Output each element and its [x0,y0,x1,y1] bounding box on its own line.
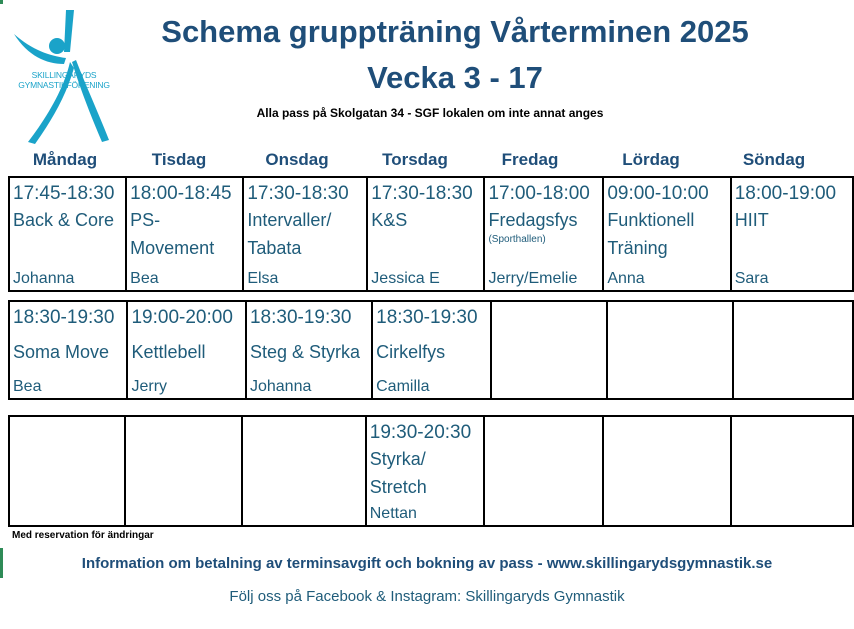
session-name: Funktionell Träning [607,210,695,258]
session-name: Back & Core [13,210,115,230]
session-instructor: Johanna [13,270,75,287]
session-cell-thursday [366,416,485,526]
session-name: Intervaller/ Tabata [247,210,332,258]
day-header-thursday: Torsdag [382,150,448,169]
session-time: 17:00-18:00 [488,183,590,204]
session-instructor: Jerry/Emelie [488,270,578,287]
session-instructor: Jessica E [371,270,440,287]
session-time: 18:00-19:00 [734,183,837,204]
session-name: Styrka/ Stretch [369,449,427,497]
day-header-friday: Fredag [501,150,559,169]
session-instructor: Elsa [247,270,279,287]
weekday-header [8,150,834,170]
session-cell-tuesday [127,301,245,399]
session-time: 17:30-18:30 [247,183,349,204]
edge-mark-top [0,0,3,4]
session-cell-wednesday [246,301,372,399]
session-name: Steg & Styrka [249,342,361,362]
session-name: HIIT [734,210,769,230]
session-cell-sunday [731,177,853,291]
social-info: Följ oss på Facebook & Instagram: Skillingaryds Gymnastik [229,588,625,605]
session-name: PS-Movement [130,210,215,258]
session-time: 18:30-19:30 [13,307,115,328]
session-time: 18:30-19:30 [376,307,478,328]
schedule-block-3 [8,415,854,527]
session-cell-monday [9,177,126,291]
session-instructor: Bea [13,378,42,395]
session-time: 18:30-19:30 [249,307,352,328]
day-header-monday: Måndag [32,150,98,169]
session-instructor: Sara [734,270,769,287]
logo-text-line2: GYMNASTIKFÖRENING [18,80,110,90]
session-cell-tuesday [125,416,241,526]
session-name: Kettlebell [131,342,206,362]
reservation-note: Med reservation för ändringar [12,530,154,541]
session-cell-thursday [367,177,484,291]
session-cell-friday [484,416,602,526]
schedule-block-2 [8,300,854,400]
session-instructor: Anna [607,270,645,287]
session-instructor: Johanna [249,378,312,395]
session-name: K&S [371,210,408,230]
session-instructor: Camilla [376,378,430,395]
day-header-tuesday: Tisdag [151,150,207,169]
session-time: 17:30-18:30 [371,183,473,204]
session-name: Soma Move [13,342,110,362]
session-cell-thursday [372,301,490,399]
session-time: 17:45-18:30 [13,183,115,204]
session-instructor: Bea [130,270,159,287]
session-cell-sunday [733,301,853,399]
schedule-block-1 [8,176,854,292]
session-name: Fredagsfys [488,210,578,230]
session-cell-saturday [603,416,731,526]
session-instructor: Nettan [369,505,417,522]
session-cell-wednesday [242,416,366,526]
session-location-note: (Sporthallen) [488,234,546,245]
session-time: 19:30-20:30 [369,422,472,443]
session-cell-monday [9,301,127,399]
club-logo [8,6,120,146]
session-cell-sunday [731,416,853,526]
page-title: Schema gruppträning Vårterminen 2025 [161,14,749,49]
session-time: 19:00-20:00 [131,307,233,328]
session-cell-friday [484,177,603,291]
session-cell-wednesday [243,177,367,291]
session-cell-tuesday [126,177,243,291]
logo-text-line1: SKILLINGARYDS [31,70,97,80]
location-note: Alla pass på Skolgatan 34 - SGF lokalen om inte annat anges [256,106,604,120]
week-range: Vecka 3 - 17 [367,60,543,95]
session-cell-saturday [603,177,730,291]
session-time: 18:00-18:45 [130,183,232,204]
session-cell-friday [491,301,607,399]
session-time: 09:00-10:00 [607,183,709,204]
session-name: Cirkelfys [376,342,446,362]
day-header-sunday: Söndag [742,150,806,169]
day-header-saturday: Lördag [622,150,680,169]
session-instructor: Jerry [131,378,168,395]
payment-info: Information om betalning av terminsavgift och bokning av pass - www.skillingarydsgymnastik.se [81,555,773,572]
day-header-wednesday: Onsdag [265,150,329,169]
session-cell-saturday [607,301,733,399]
session-cell-monday [9,416,125,526]
